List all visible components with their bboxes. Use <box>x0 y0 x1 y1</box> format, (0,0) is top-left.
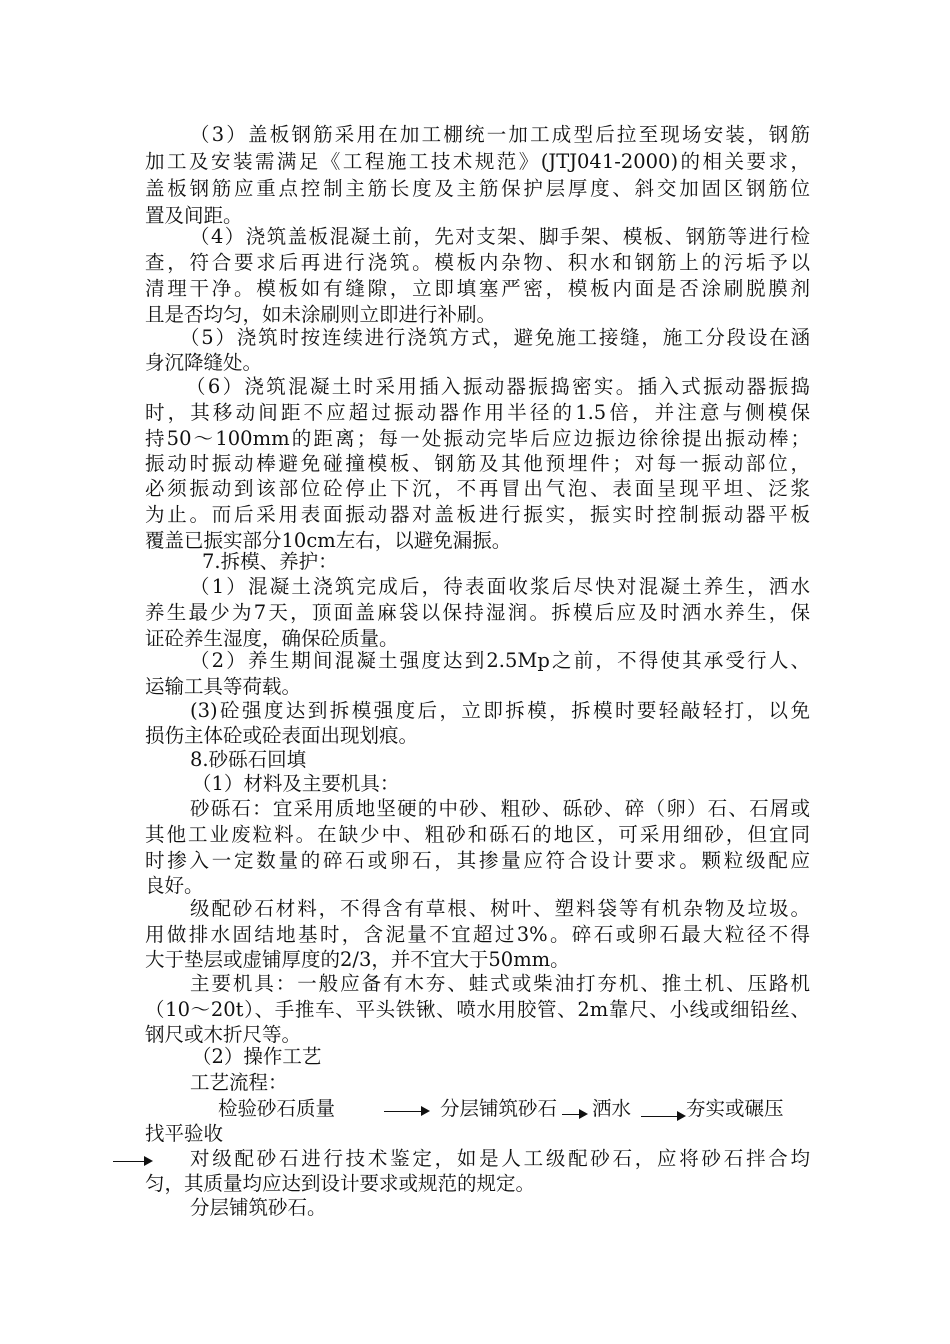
text-line: 时掺入一定数量的碎石或卵石，其掺量应符合设计要求。颗粒级配应 <box>145 849 810 872</box>
text-line: 时，其移动间距不应超过振动器作用半径的1.5倍，并注意与侧模保 <box>145 401 810 424</box>
arrow-right-icon <box>641 1116 684 1117</box>
flow-step: 检验砂石质量 <box>218 1097 336 1120</box>
text-line: （2）养生期间混凝土强度达到2.5Mp之前，不得使其承受行人、 <box>190 649 810 672</box>
flow-step: 洒水 <box>592 1097 632 1120</box>
subsection-heading: （2）操作工艺 <box>192 1045 322 1068</box>
text-line: 匀，其质量均应达到设计要求或规范的规定。 <box>145 1172 536 1195</box>
text-line: 持50～100mm的距离；每一处振动完毕后应边振边徐徐提出振动棒； <box>145 427 810 450</box>
text-line: 身沉降缝处。 <box>145 351 263 374</box>
section-heading: 7.拆模、养护： <box>202 550 338 573</box>
text-line: （4）浇筑盖板混凝土前，先对支架、脚手架、模板、钢筋等进行检 <box>190 225 810 248</box>
text-line: 证砼养生湿度，确保砼质量。 <box>145 627 399 650</box>
text-line: 为止。而后采用表面振动器对盖板进行振实，振实时控制振动器平板 <box>145 503 810 526</box>
text-line: 必须振动到该部位砼停止下沉，不再冒出气泡、表面呈现平坦、泛浆 <box>145 477 810 500</box>
text-line: 运输工具等荷载。 <box>145 675 302 698</box>
text-line: 钢尺或木折尺等。 <box>145 1023 302 1046</box>
text-line: 大于垫层或虚铺厚度的2/3，并不宜大于50mm。 <box>145 948 570 971</box>
text-line: 置及间距。 <box>145 204 243 227</box>
text-line: 级配砂石材料，不得含有草根、树叶、塑料袋等有机杂物及垃圾。 <box>190 897 810 920</box>
text-line: (3)砼强度达到拆模强度后，立即拆模，拆模时要轻敲轻打，以免 <box>190 699 810 722</box>
text-line: 主要机具：一般应备有木夯、蛙式或柴油打夯机、推土机、压路机 <box>190 972 810 995</box>
text-line: 盖板钢筋应重点控制主筋长度及主筋保护层厚度、斜交加固区钢筋位 <box>145 177 810 200</box>
flow-step: 分层铺筑砂石 <box>440 1097 558 1120</box>
flow-label: 工艺流程： <box>190 1071 288 1094</box>
text-line: 砂砾石：宜采用质地坚硬的中砂、粗砂、砾砂、碎（卵）石、石屑或 <box>190 797 810 820</box>
arrow-right-icon <box>113 1161 151 1162</box>
text-line: 分层铺筑砂石。 <box>190 1196 327 1219</box>
subsection-heading: （1）材料及主要机具： <box>192 772 400 795</box>
section-heading: 8.砂砾石回填 <box>190 748 307 771</box>
text-line: 查，符合要求后再进行浇筑。模板内杂物、积水和钢筋上的污垢予以 <box>145 251 810 274</box>
text-line: 且是否均匀，如未涂刷则立即进行补刷。 <box>145 303 497 326</box>
arrow-right-icon <box>384 1111 428 1112</box>
text-line: 养生最少为7天，顶面盖麻袋以保持湿润。拆模后应及时洒水养生，保 <box>145 601 810 624</box>
text-line: 加工及安装需满足《工程施工技术规范》(JTJ041-2000)的相关要求， <box>145 150 810 173</box>
text-line: （3）盖板钢筋采用在加工棚统一加工成型后拉至现场安装，钢筋 <box>190 123 810 146</box>
text-line: 良好。 <box>145 874 204 897</box>
text-line: 清理干净。模板如有缝隙，立即填塞严密，模板内面是否涂刷脱膜剂 <box>145 277 810 300</box>
text-line: （1）混凝土浇筑完成后，待表面收浆后尽快对混凝土养生，洒水 <box>190 575 810 598</box>
flow-step: 夯实或碾压 <box>686 1097 784 1120</box>
text-line: （6）浇筑混凝土时采用插入振动器振捣密实。插入式振动器振捣 <box>186 375 810 398</box>
text-line: （10～20t）、手推车、平头铁锹、喷水用胶管、2m靠尺、小线或细铅丝、 <box>145 998 810 1021</box>
text-line: 覆盖已振实部分10cm左右，以避免漏振。 <box>145 529 512 552</box>
arrow-right-icon <box>562 1114 586 1115</box>
text-line: 振动时振动棒避免碰撞模板、钢筋及其他预埋件；对每一振动部位， <box>145 452 810 475</box>
text-line: 损伤主体砼或砼表面出现划痕。 <box>145 724 419 747</box>
text-line: （5）浇筑时按连续进行浇筑方式，避免施工接缝，施工分段设在涵 <box>180 326 810 349</box>
text-line: 其他工业废粒料。在缺少中、粗砂和砾石的地区，可采用细砂，但宜同 <box>145 823 810 846</box>
flow-step: 找平验收 <box>145 1122 224 1145</box>
text-line: 对级配砂石进行技术鉴定，如是人工级配砂石，应将砂石拌合均 <box>190 1147 810 1170</box>
text-line: 用做排水固结地基时，含泥量不宜超过3%。碎石或卵石最大粒径不得 <box>145 923 810 946</box>
